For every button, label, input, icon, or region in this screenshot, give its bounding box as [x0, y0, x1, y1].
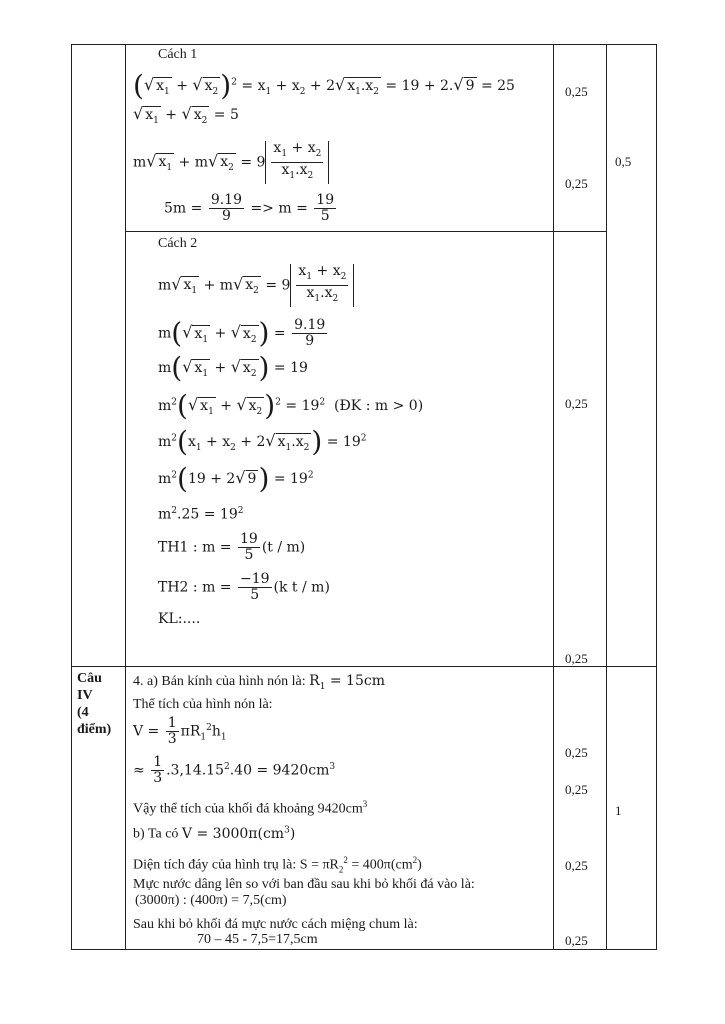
table-col-divider-1: [125, 44, 126, 950]
method1-score-2: 0,25: [565, 176, 588, 191]
table-border-bottom: [71, 949, 657, 950]
row-divider-method: [125, 231, 607, 232]
method2-line6: $m^2(19 + 2√$ $9) = 19^2$: [158, 462, 314, 495]
method-total-score: 0,5: [615, 154, 632, 169]
q4-score-4: 0,25: [565, 933, 588, 948]
method1-title: Cách 1: [158, 47, 198, 62]
q4b-rise: (3000π) : (400π) = 7,5(cm): [135, 893, 287, 908]
question-label: Câu IV (4 điểm): [77, 671, 112, 737]
q4b-intro: b) Ta có $V = 3000\pi(cm^3)$: [133, 825, 296, 842]
table-col-divider-3: [606, 44, 607, 950]
method2-title: Cách 2: [158, 236, 198, 251]
method2-th1-note: (t / m): [261, 539, 306, 556]
q4b-rise-label: Mực nước dâng lên so với ban đầu sau khi bỏ khối đá vào là:: [133, 877, 475, 892]
method2-conclusion: KL:....: [158, 611, 201, 627]
q4-total-score: 1: [615, 803, 622, 818]
q4a-conclusion: Vậy thể tích của khối đá khoảng $9420cm^3$: [133, 799, 368, 817]
method2-line1: m√ $x_1 + m√$ $x_2 = 9$ $\frac{x_1 + x_2}{x_1.x_2}$: [158, 264, 354, 307]
method2-line2: m(√ $x_1$ + √ $x_2$) = $\frac{9.19}{9}$: [158, 316, 326, 350]
method1-line2: √ $x_1$ + √ $x_2 = 5$: [133, 104, 239, 126]
q4a-intro: 4. a) Bán kính của hình nón là: $R_1 = 15cm$: [133, 673, 385, 692]
method2-line4: $m^2(√$ $x_1$ + √ $x_2)^2 = 19^2$ (ĐK : m > 0): [158, 389, 424, 422]
q4b-final-label: Sau khi bỏ khối đá mực nước cách miệng chum là:: [133, 917, 418, 932]
q4b-area: Diện tích đáy của hình trụ là: $S = \pi R_2^2 = 400\pi(cm^2)$: [133, 855, 422, 875]
method2-th2-note: (k t / m): [273, 579, 330, 596]
q4a-volume-label: Thể tích của hình nón là:: [133, 697, 273, 712]
q4a-calc: ≈ $\frac{1}{3}$ $.3,14.15^2.40 = 9420cm^3$: [133, 754, 336, 786]
method1-line3: m√ $x_1 + m√$ $x_2 = 9$ $\frac{x_1 + x_2}{x_1.x_2}$: [133, 141, 329, 184]
q4-score-1: 0,25: [565, 745, 588, 760]
method2-condition: (ĐK : m > 0): [334, 398, 424, 414]
q4b-final: 70 – 45 - 7,5=17,5cm: [197, 932, 318, 947]
method1-score-1: 0,25: [565, 84, 588, 99]
method2-score-1: 0,25: [565, 396, 588, 411]
method2-line7: $m^2.25 = 19^2$: [158, 506, 244, 523]
method2-line8: TH1 : m = $\frac{19}{5}$ (t / m): [158, 531, 306, 563]
method2-line3: m(√ $x_1$ + √ $x_2) = 19$: [158, 351, 308, 384]
method2-score-2: 0,25: [565, 651, 588, 666]
table-col-divider-2: [553, 44, 554, 950]
table-border-top: [71, 44, 657, 45]
method1-line1: (√ $x_1$ + √ $x_2)^2 = x_1 + x_2 + 2√$ $x_1.x_2 = 19 + 2.√$ 9 = 25: [133, 69, 515, 102]
table-border-right: [656, 44, 657, 950]
method2-line9: TH2 : m = $\frac{-19}{5}$ (k t / m): [158, 571, 330, 603]
q4-score-3: 0,25: [565, 858, 588, 873]
method2-line5: $m^2(x_1 + x_2 + 2√$ $x_1.x_2) = 19^2$: [158, 425, 367, 458]
q4a-formula: V = $\frac{1}{3}$ $\pi R_1^2h_1$: [133, 715, 227, 747]
q4-score-2: 0,25: [565, 782, 588, 797]
method1-line4: 5m = $\frac{9.19}{9}$ => m = $\frac{19}{5}$: [164, 192, 335, 224]
table-border-left: [71, 44, 72, 950]
